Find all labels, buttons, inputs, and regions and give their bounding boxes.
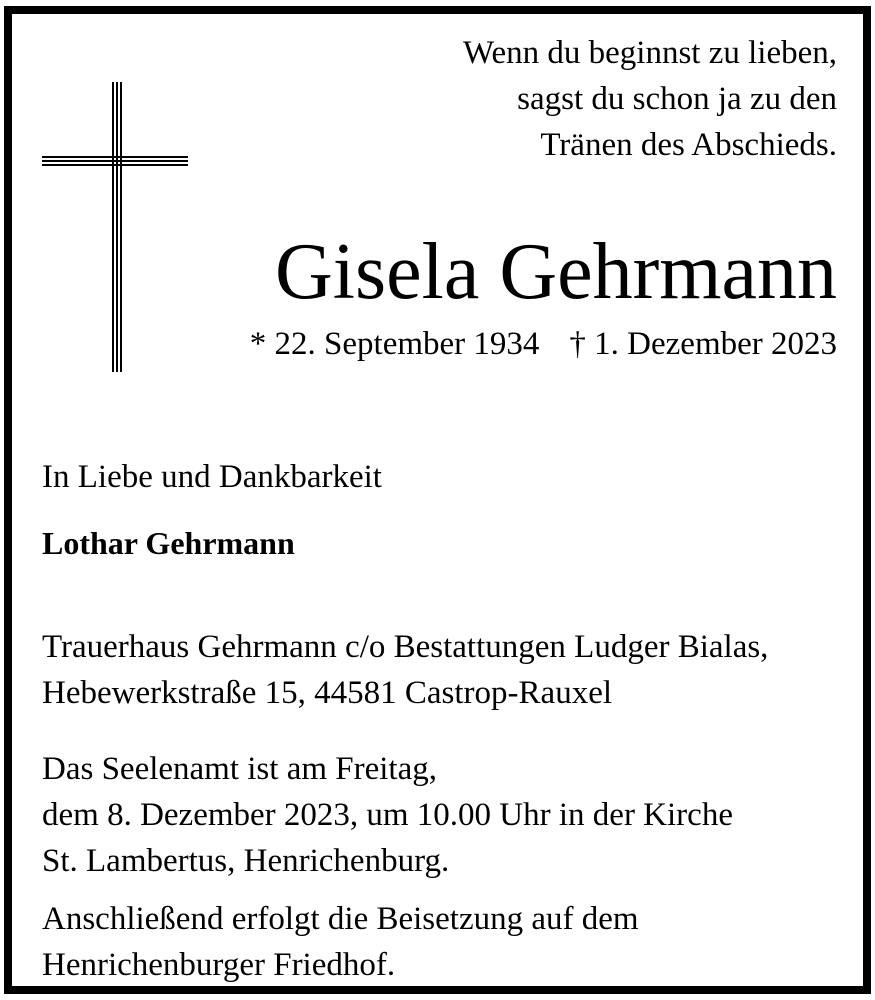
burial-line: Henrichenburger Friedhof. <box>42 947 396 983</box>
burial-line: Anschließend erfolgt die Beisetzung auf dem <box>42 901 639 937</box>
service-line: Das Seelenamt ist am Freitag, <box>42 751 437 787</box>
burial-info <box>42 896 639 988</box>
opening-quote <box>463 30 837 168</box>
mourners-intro: In Liebe und Dankbarkeit <box>42 459 382 495</box>
life-dates <box>250 322 837 366</box>
service-line: dem 8. Dezember 2023, um 10.00 Uhr in der Kirche <box>42 797 733 833</box>
quote-line: Tränen des Abschieds. <box>540 127 837 163</box>
death-date: † 1. Dezember 2023 <box>569 326 837 362</box>
mourner-name: Lothar Gehrmann <box>42 525 295 561</box>
requiem-info <box>42 746 733 884</box>
address-line: Hebewerkstraße 15, 44581 Castrop-Rauxel <box>42 675 613 711</box>
quote-line: sagst du schon ja zu den <box>517 81 837 117</box>
service-line: St. Lambertus, Henrichenburg. <box>42 843 450 879</box>
deceased-name: Gisela Gehrmann <box>274 228 837 316</box>
quote-line: Wenn du beginnst zu lieben, <box>462 35 837 71</box>
address-line: Trauerhaus Gehrmann c/o Bestattungen Ludger Bialas, <box>42 629 769 665</box>
obituary-notice <box>4 6 871 994</box>
latin-cross-icon <box>42 82 188 372</box>
birth-date: * 22. September 1934 <box>249 326 540 362</box>
mourning-address <box>42 624 768 716</box>
